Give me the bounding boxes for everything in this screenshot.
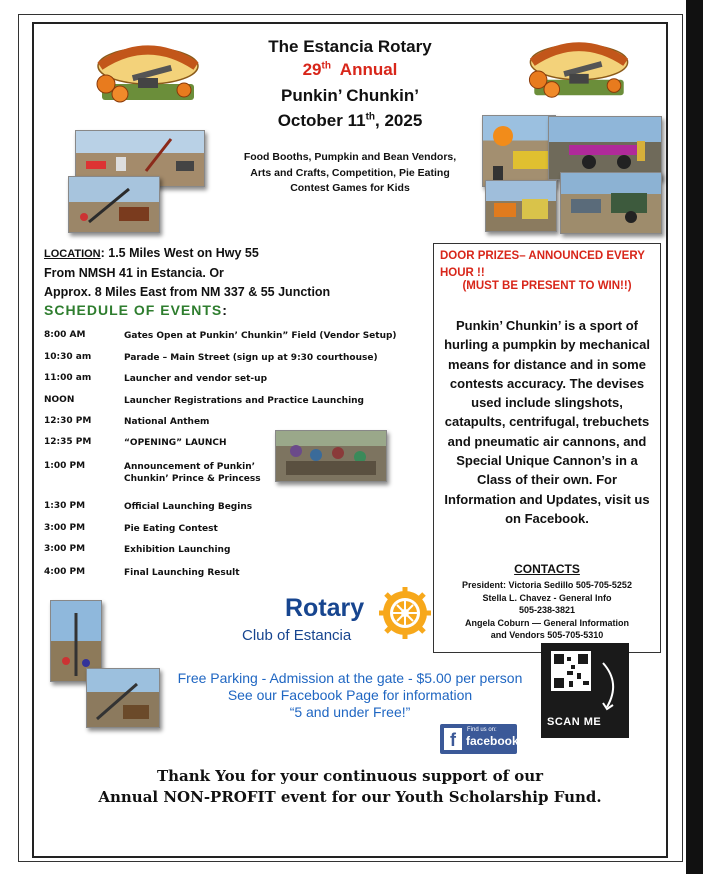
must-be-present-text: (MUST BE PRESENT TO WIN!!) [462, 280, 632, 292]
contact-president: President: Victoria Sedillo 505-705-5252 [462, 580, 632, 590]
facebook-badge[interactable]: f Find us on: facebook. [440, 724, 517, 754]
scan-me-label: SCAN ME [547, 716, 602, 728]
location-label: LOCATION [44, 248, 101, 260]
rotary-wordmark: Rotary [285, 594, 365, 622]
parking-info: Free Parking - Admission at the gate - $5.00 per person See our Facebook Page for information “5 and under Free!” [177, 670, 523, 720]
event-date: October 11th, 2025 [277, 111, 423, 130]
rotary-club-name: Club of Estancia [242, 627, 352, 644]
thank-you-message: Thank You for your continuous support of our Annual NON-PROFIT event for our Youth Scholarship Fund. [98, 767, 602, 806]
door-prizes-box [433, 243, 661, 653]
photo-crowd [275, 430, 387, 482]
features-list: Food Booths, Pumpkin and Bean Vendors, Arts and Crafts, Competition, Pie Eating Contest Games for Kids [243, 151, 457, 194]
photo-catapult [86, 668, 160, 728]
contact-angela: Angela Coburn — General Information [464, 618, 629, 628]
photo-crowd-cannon [548, 116, 662, 180]
facebook-icon: f [444, 728, 462, 750]
right-edge-bar [686, 0, 703, 874]
sport-description: Punkin’ Chunkin’ is a sport of hurling a pumpkin by mechanical means for distance and in some contests accuracy. The devises used include slingshots, catapults, centrifugal, trebuchets and pneumatic air cannons, and Special Unique Cannon’s in a Class of their own. For Information and Updates, visit us on Facebook. [444, 318, 650, 526]
org-title: The Estancia Rotary [268, 37, 432, 56]
photo-pumpkin-launcher [482, 115, 556, 187]
door-prizes-text: DOOR PRIZES– ANNOUNCED EVERY HOUR !! [440, 250, 645, 279]
punkin-chunkin-logo-left [88, 38, 208, 110]
contact-angela-phone: and Vendors 505-705-5310 [490, 630, 604, 640]
qr-code[interactable] [541, 643, 629, 738]
event-name: Punkin’ Chunkin’ [281, 86, 419, 105]
location-block: LOCATION: 1.5 Miles West on Hwy 55 From NMSH 41 in Estancia. Or Approx. 8 Miles East from NM 337 & 55 Junction [44, 246, 331, 299]
punkin-chunkin-logo-right [520, 35, 638, 105]
contact-stella: Stella L. Chavez - General Info [482, 593, 612, 603]
photo-field-machines [560, 172, 662, 234]
rotary-wheel-icon [377, 585, 433, 641]
contact-stella-phone: 505-238-3821 [518, 605, 576, 615]
schedule-heading: SCHEDULE OF EVENTS: [44, 302, 228, 318]
photo-vendors [485, 180, 557, 232]
contacts-heading: CONTACTS [514, 562, 580, 576]
annual-title: 29th Annual [302, 60, 398, 79]
photo-trebuchet [68, 176, 160, 233]
